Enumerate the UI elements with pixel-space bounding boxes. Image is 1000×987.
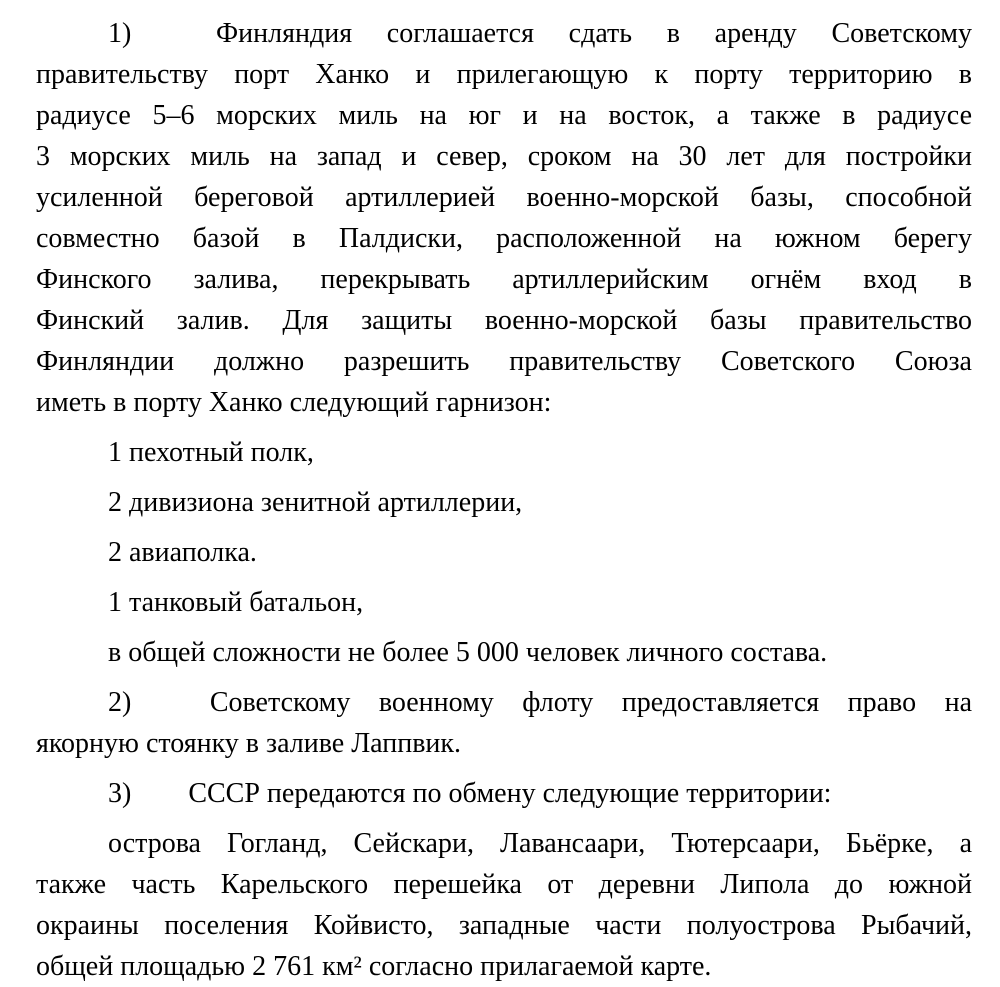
text-line: иметь в порту Ханко следующий гарнизон:	[36, 387, 552, 418]
list-item-artillery	[36, 482, 972, 523]
paragraph-2	[36, 682, 972, 764]
text-line: также часть Карельского перешейка от деревни Липола до южной	[36, 869, 972, 900]
list-item-infantry	[36, 432, 972, 473]
line-text: Финляндия соглашается сдать в аренду Советскому	[216, 18, 972, 49]
text-line: совместно базой в Палдиски, расположенной на южном берегу	[36, 223, 972, 254]
text-line	[36, 682, 972, 723]
text-line: 3 морских миль на запад и север, сроком на 30 лет для постройки	[36, 141, 972, 172]
paragraph-number: 2)	[108, 687, 132, 718]
text-line: Финляндии должно разрешить правительству Советского Союза	[36, 346, 972, 377]
text-line: острова Гогланд, Сейскари, Лавансаари, Тютерсаари, Бьёрке, а	[108, 828, 972, 859]
list-item-total	[36, 632, 972, 673]
text-line: 1 пехотный полк,	[108, 437, 314, 468]
text-line: 2 авиаполка.	[108, 537, 257, 568]
list-item-aviation	[36, 532, 972, 573]
text-line: якорную стоянку в заливе Лаппвик.	[36, 728, 462, 759]
text-line: общей площадью 2 761 км² согласно прилагаемой карте.	[36, 951, 712, 982]
text-line: радиусе 5–6 морских миль на юг и на восток, а также в радиусе	[36, 100, 972, 131]
text-line: усиленной береговой артиллерией военно-морской базы, способной	[36, 182, 972, 213]
paragraph-territories	[36, 823, 972, 987]
text-line: 2 дивизиона зенитной артиллерии,	[108, 487, 523, 518]
paragraph-3	[36, 773, 972, 814]
text-line: правительству порт Ханко и прилегающую к порту территорию в	[36, 59, 972, 90]
text-line: Финский залив. Для защиты военно-морской базы правительство	[36, 305, 972, 336]
text-line: в общей сложности не более 5 000 человек личного состава.	[108, 637, 828, 668]
list-item-tank	[36, 582, 972, 623]
line-text: СССР передаются по обмену следующие территории:	[188, 778, 832, 809]
text-line: Финского залива, перекрывать артиллерийским огнём вход в	[36, 264, 972, 295]
text-line: окраины поселения Койвисто, западные части полуострова Рыбачий,	[36, 910, 972, 941]
paragraph-number: 1)	[108, 18, 132, 49]
text-line	[36, 773, 972, 814]
paragraph-1	[36, 13, 972, 423]
text-line	[36, 13, 972, 54]
line-text: Советскому военному флоту предоставляется право на	[209, 687, 972, 718]
text-line: 1 танковый батальон,	[108, 587, 364, 618]
paragraph-number: 3)	[108, 778, 132, 809]
